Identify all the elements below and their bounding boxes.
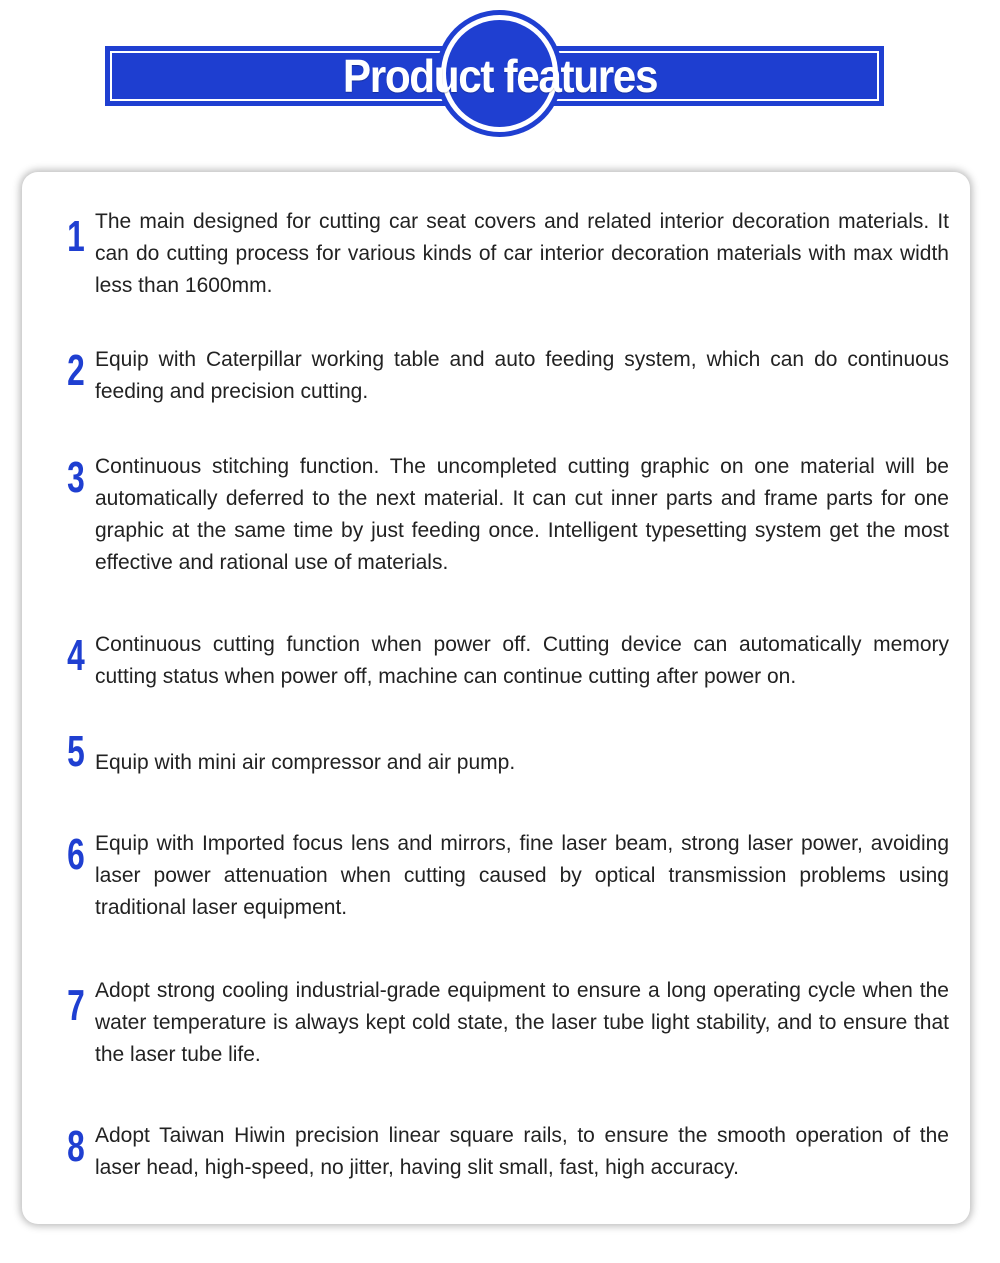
feature-text: Equip with mini air compressor and air pump.	[95, 751, 516, 774]
page-title: Product features	[342, 50, 658, 102]
feature-number: 2	[67, 346, 85, 395]
feature-text: Continuous cutting function when power off. Cutting device can automatically memory cutting status when power off, machine can continue cutting after power on.	[95, 633, 949, 688]
feature-text: Continuous stitching function. The uncompleted cutting graphic on one material will be automatically deferred to the next material. It can cut inner parts and frame parts for one graphic at the same time by just feeding once. Intelligent typesetting system get the most effective and rational use of materials.	[95, 455, 949, 574]
feature-text: The main designed for cutting car seat covers and related interior decoration materials. It can do cutting process for various kinds of car interior decoration materials with max width less than 1600mm.	[95, 210, 949, 297]
features-card	[22, 172, 970, 1224]
feature-text: Equip with Caterpillar working table and auto feeding system, which can do continuous feeding and precision cutting.	[95, 348, 949, 403]
feature-number: 5	[67, 727, 85, 776]
header-banner	[0, 0, 1000, 150]
feature-text: Adopt strong cooling industrial-grade equipment to ensure a long operating cycle when the water temperature is always kept cold state, the laser tube light stability, and to ensure that the laser tube life.	[95, 979, 949, 1066]
feature-number: 4	[67, 631, 85, 680]
feature-text: Equip with Imported focus lens and mirrors, fine laser beam, strong laser power, avoiding laser power attenuation when cutting caused by optical transmission problems using traditional laser equipment.	[95, 832, 949, 919]
feature-text: Adopt Taiwan Hiwin precision linear square rails, to ensure the smooth operation of the laser head, high-speed, no jitter, having slit small, fast, high accuracy.	[95, 1124, 949, 1179]
feature-number: 8	[67, 1122, 85, 1171]
feature-number: 1	[67, 212, 85, 261]
feature-number: 6	[67, 830, 85, 879]
feature-number: 3	[67, 453, 85, 502]
feature-number: 7	[67, 981, 85, 1030]
